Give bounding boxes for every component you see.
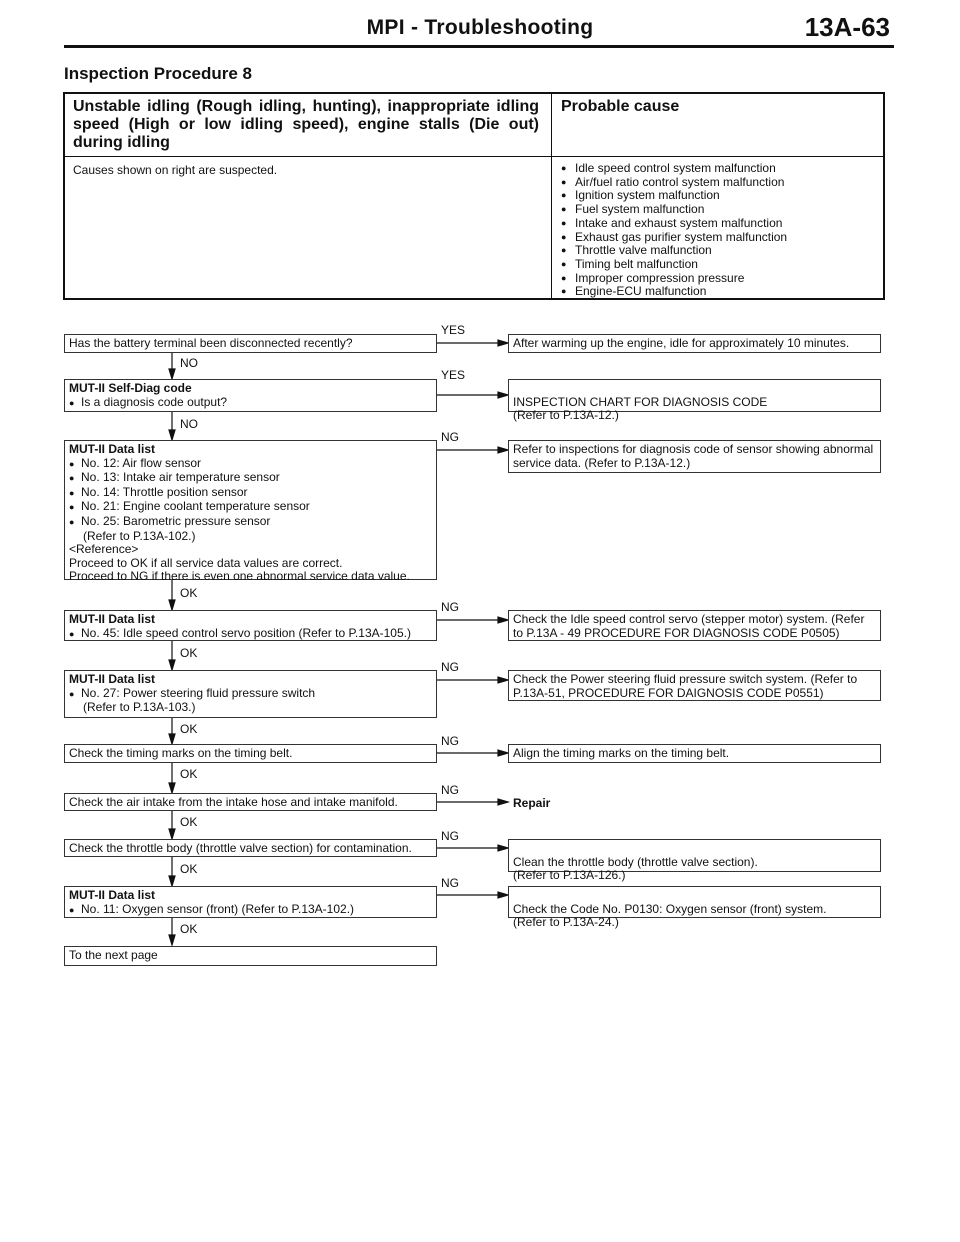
cause-item: ● Ignition system malfunction [561, 189, 787, 203]
result-check-power-steering [508, 670, 881, 701]
procedure-title: Inspection Procedure 8 [64, 64, 252, 83]
ok-label: OK [180, 862, 198, 876]
step-text: Check the throttle body (throttle valve section) for contamination. [69, 841, 412, 855]
step-refer: (Refer to P.13A-102.) [83, 528, 196, 543]
step-text: Check the air intake from the intake hose and intake manifold. [69, 795, 398, 809]
symptom-description: Causes shown on right are suspected. [73, 163, 278, 177]
step-text: To the next page [69, 948, 158, 962]
result-align-timing-marks [508, 744, 881, 763]
step-data-list-sensors [64, 440, 437, 584]
ng-label: NG [441, 600, 459, 614]
ok-label: OK [180, 922, 198, 936]
result-check-idle-servo [508, 610, 881, 641]
step-title: MUT-II Data list [69, 672, 156, 686]
step-air-intake [64, 793, 437, 811]
cause-item: ● Timing belt malfunction [561, 258, 787, 272]
bullet-icon: ● [69, 397, 75, 408]
reference-tag: <Reference> [69, 542, 139, 557]
step-text: Has the battery terminal been disconnected recently? [69, 336, 353, 350]
bullet-icon: ● [69, 458, 75, 469]
result-diagnosis-chart [508, 379, 881, 423]
step-self-diag-code [64, 379, 437, 412]
symptom-text: Unstable idling (Rough idling, hunting), inappropriate idling speed (High or low idling speed), engine stalls (Die out) during idling [73, 98, 539, 151]
step-item: ● No. 14: Throttle position sensor [69, 484, 248, 499]
step-next-page [64, 946, 437, 966]
step-item: ● No. 11: Oxygen sensor (front) (Refer to P.13A-102.) [69, 901, 355, 916]
step-idle-speed-servo [64, 610, 437, 641]
step-item: ● No. 27: Power steering fluid pressure switch [69, 685, 316, 700]
result-clean-throttle-body [508, 839, 881, 883]
step-item: ● No. 12: Air flow sensor [69, 455, 202, 470]
step-item: ● No. 45: Idle speed control servo position (Refer to P.13A-105.) [69, 625, 411, 640]
step-item: ● Is a diagnosis code output? [69, 394, 228, 409]
step-timing-marks [64, 744, 437, 763]
result-check-oxygen-sensor [508, 886, 881, 930]
step-refer: (Refer to P.13A-103.) [83, 700, 196, 715]
result-warm-up-idle [508, 334, 881, 353]
cause-item: ● Fuel system malfunction [561, 203, 787, 217]
result-text: Check the Code No. P0130: Oxygen sensor (front) system. (Refer to P.13A-24.) [513, 901, 827, 930]
result-repair: Repair [513, 796, 551, 810]
yes-label: YES [441, 368, 466, 382]
yes-label: YES [441, 323, 466, 337]
probable-cause-header: Probable cause [561, 98, 680, 115]
ng-label: NG [441, 876, 459, 890]
no-label: NO [180, 356, 198, 370]
bullet-icon: ● [69, 487, 75, 498]
ng-label: NG [441, 783, 459, 797]
ng-label: NG [441, 734, 459, 748]
result-sensor-inspection [508, 440, 881, 473]
bullet-icon: ● [69, 473, 75, 484]
step-title: MUT-II Data list [69, 612, 156, 626]
cause-item: ● Engine-ECU malfunction [561, 285, 787, 299]
cause-item: ● Air/fuel ratio control system malfunction [561, 176, 787, 190]
result-text: Check the Idle speed control servo (stepper motor) system. (Refer to P.13A - 49 PROCEDURE FOR DIAGNOSIS CODE P0505) [513, 612, 865, 640]
bullet-icon: ● [69, 688, 75, 699]
ok-label: OK [180, 646, 198, 660]
cause-item: ● Throttle valve malfunction [561, 244, 787, 258]
step-item: ● No. 13: Intake air temperature sensor [69, 470, 280, 485]
ng-label: NG [441, 430, 459, 444]
note-ng: Proceed to NG if there is even one abnormal service data value. [69, 569, 410, 584]
result-text: Check the Power steering fluid pressure switch system. (Refer to P.13A-51, PROCEDURE FOR DAIGNOSIS CODE P0551) [513, 672, 858, 700]
note-ok: Proceed to OK if all service data values are correct. [69, 555, 343, 570]
cause-item: ● Idle speed control system malfunction [561, 162, 787, 176]
step-title: MUT-II Data list [69, 888, 156, 902]
page-number: 13A-63 [804, 12, 890, 42]
result-text: Refer to inspections for diagnosis code of sensor showing abnormal service data. (Refer to P.13A-12.) [513, 442, 874, 470]
result-text: After warming up the engine, idle for approximately 10 minutes. [513, 336, 850, 350]
ok-label: OK [180, 767, 198, 781]
step-title: MUT-II Data list [69, 442, 156, 456]
result-text: Clean the throttle body (throttle valve section). (Refer to P.13A-126.) [513, 854, 758, 883]
step-item: ● No. 25: Barometric pressure sensor [69, 513, 271, 528]
ng-label: NG [441, 829, 459, 843]
no-label: NO [180, 417, 198, 431]
ok-label: OK [180, 722, 198, 736]
bullet-icon: ● [69, 628, 75, 639]
step-battery-disconnected [64, 334, 437, 353]
bullet-icon: ● [69, 502, 75, 513]
section-title: MPI - Troubleshooting [366, 16, 594, 39]
result-text: Align the timing marks on the timing belt. [513, 746, 730, 760]
cause-item: ● Exhaust gas purifier system malfunction [561, 231, 787, 245]
ng-label: NG [441, 660, 459, 674]
step-item: ● No. 21: Engine coolant temperature sensor [69, 499, 310, 514]
step-power-steering-switch [64, 670, 437, 718]
bullet-icon: ● [69, 516, 75, 527]
ok-label: OK [180, 815, 198, 829]
step-text: Check the timing marks on the timing belt. [69, 746, 293, 760]
cause-item: ● Intake and exhaust system malfunction [561, 217, 787, 231]
bullet-icon: ● [69, 904, 75, 915]
step-title: MUT-II Self-Diag code [69, 381, 192, 395]
result-text: INSPECTION CHART FOR DIAGNOSIS CODE (Refer to P.13A-12.) [513, 394, 768, 423]
ok-label: OK [180, 586, 198, 600]
step-oxygen-sensor [64, 886, 437, 918]
cause-item: ● Improper compression pressure [561, 272, 787, 286]
step-throttle-body [64, 839, 437, 857]
